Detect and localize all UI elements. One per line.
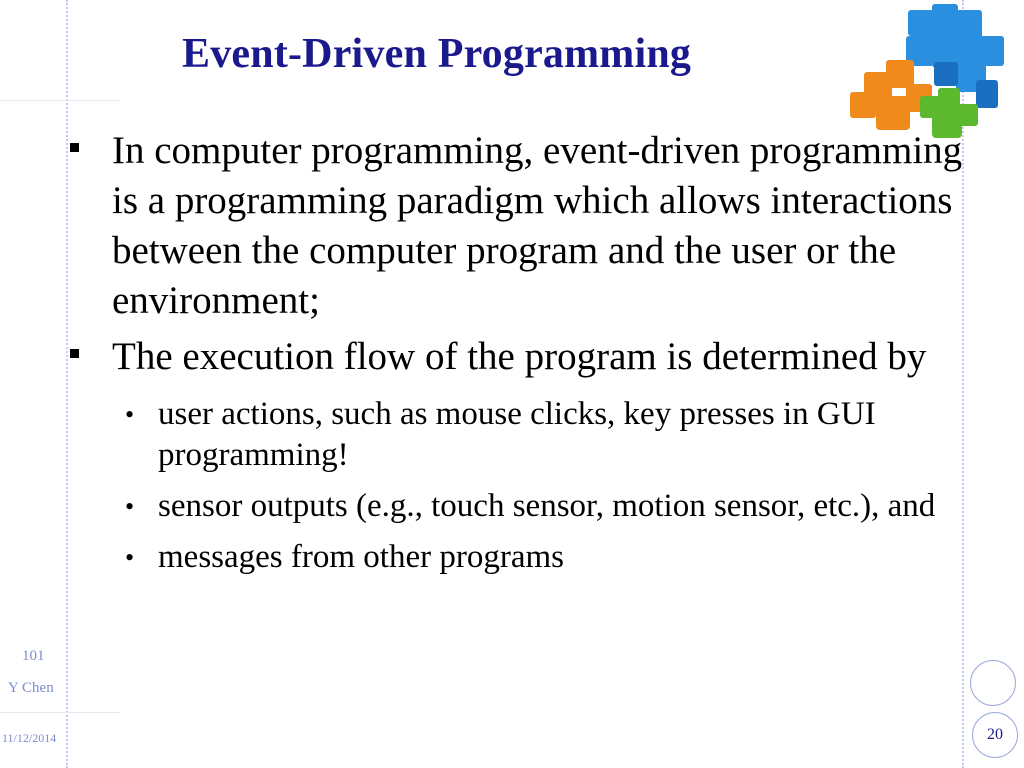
- bottom-rule: [0, 712, 120, 713]
- bullet-item: [70, 332, 970, 382]
- bullet-text: The execution flow of the program is determined by: [112, 335, 927, 378]
- decor-circle-icon: [970, 660, 1016, 706]
- sub-bullet-item: [125, 394, 970, 476]
- dot-bullet-icon: •: [125, 400, 135, 429]
- page-number: 20: [972, 712, 1018, 758]
- sub-bullet-item: [125, 537, 970, 578]
- footer-course: 101: [22, 648, 45, 664]
- sub-bullet-text: sensor outputs (e.g., touch sensor, motion sensor, etc.), and: [158, 488, 936, 524]
- footer-date: 11/12/2014: [2, 731, 57, 745]
- sub-bullet-text: user actions, such as mouse clicks, key presses in GUI programming!: [158, 396, 876, 473]
- slide-body: [70, 126, 970, 578]
- top-rule: [0, 100, 120, 101]
- dot-bullet-icon: •: [125, 543, 135, 572]
- square-bullet-icon: [70, 349, 79, 358]
- sub-bullet-text: messages from other programs: [158, 539, 564, 575]
- sub-bullet-item: [125, 486, 970, 527]
- footer-author: Y Chen: [8, 680, 54, 696]
- bullet-item: [70, 126, 970, 326]
- dot-bullet-icon: •: [125, 492, 135, 521]
- slide-title: Event-Driven Programming: [182, 31, 692, 77]
- square-bullet-icon: [70, 143, 79, 152]
- left-dotted-guide: [66, 0, 68, 768]
- bullet-text: In computer programming, event-driven programming is a programming paradigm which allows interactions between the computer program and the user or the environment;: [112, 129, 963, 322]
